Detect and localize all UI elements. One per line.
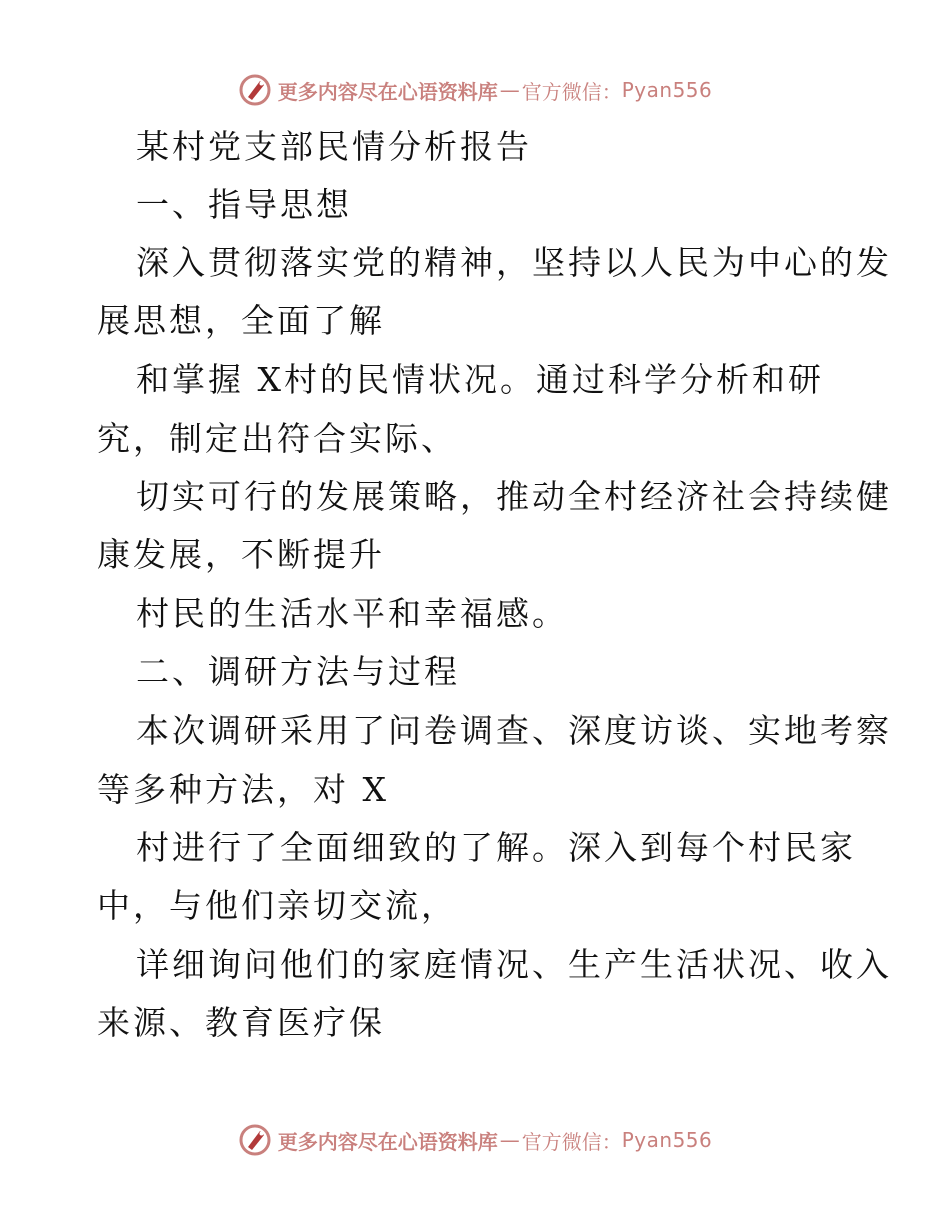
- pen-nib-logo-icon: [238, 1123, 272, 1157]
- watermark-main-text: 更多内容尽在心语资料库: [277, 1129, 498, 1154]
- paragraph-line: 中，与他们亲切交流，: [97, 886, 457, 925]
- paragraph-line: 村民的生活水平和幸福感。: [136, 594, 568, 633]
- watermark-wechat-id: Pyan556: [621, 78, 713, 102]
- paragraph-line: 切实可行的发展策略，推动全村经济社会持续健: [136, 477, 892, 516]
- watermark-main-text: 更多内容尽在心语资料库: [277, 79, 498, 104]
- paragraph-line: 展思想，全面了解: [97, 301, 385, 340]
- watermark-dash: —: [499, 1128, 520, 1152]
- paragraph-line: 详细询问他们的家庭情况、生产生活状况、收入: [136, 945, 892, 984]
- watermark-dash: —: [499, 78, 520, 102]
- watermark-sub-text: 官方微信：: [521, 1129, 622, 1154]
- section-heading-guiding-ideology: 一、指导思想: [136, 185, 352, 224]
- paragraph-line: 来源、教育医疗保: [97, 1003, 385, 1042]
- paragraph-line: 究，制定出符合实际、: [97, 419, 457, 458]
- paragraph-line: 深入贯彻落实党的精神，坚持以人民为中心的发: [136, 243, 892, 282]
- footer-watermark: [0, 1120, 950, 1160]
- paragraph-line: 等多种方法，对 X: [97, 770, 389, 809]
- section-heading-research-methods: 二、调研方法与过程: [136, 652, 460, 691]
- watermark-wechat-id: Pyan556: [621, 1128, 713, 1152]
- document-title: 某村党支部民情分析报告: [136, 127, 532, 166]
- paragraph-line: 村进行了全面细致的了解。深入到每个村民家: [136, 828, 856, 867]
- paragraph-line: 康发展，不断提升: [97, 535, 385, 574]
- watermark-sub-text: 官方微信：: [521, 79, 622, 104]
- paragraph-line: 和掌握 X村的民情状况。通过科学分析和研: [136, 360, 824, 399]
- paragraph-line: 本次调研采用了问卷调查、深度访谈、实地考察: [136, 711, 892, 750]
